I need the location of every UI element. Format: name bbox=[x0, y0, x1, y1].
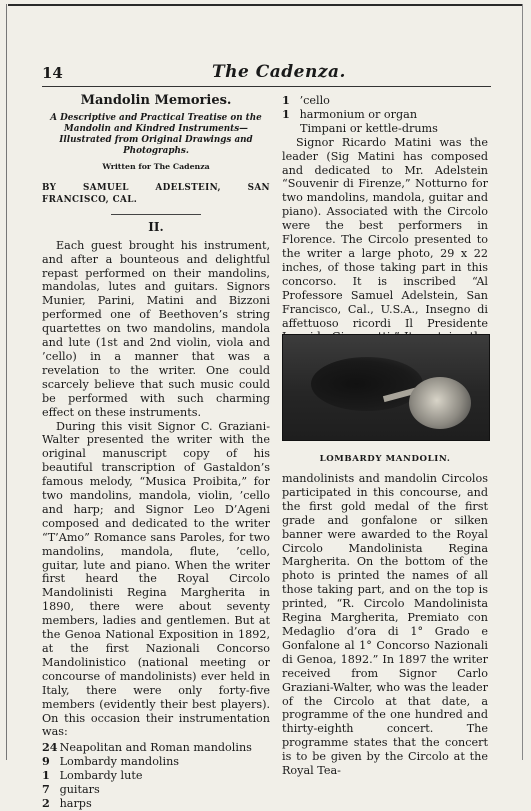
mandolin-body bbox=[409, 377, 471, 429]
paragraph: During this visit Signor C. Graziani-Walter presented the writer with the original manuscript copy of his beautiful transcription of Gastaldon’s famous melody, “Musica Proibita,” for two mandolins, mandola, violin, ’cello and harp; and Signor Leo D’Ageni composed and dedicated to the writer “T’Amo” Romance sans Paroles, for two mandolins, mandola, flute, ’cello, guitar, lute and piano. When the writer first heard the Royal Circolo Mandolinisti Regina Margherita in 1890, there were about seventy members, ladies and gentlemen. But at the Genoa National Exposition in 1892, at the first Nazionali Concorso Mandolinistico (national meeting or concourse of mandolinists) ever held in Italy, there were only forty-five members (evidently their best players). On this occasion their instrumentation was: bbox=[42, 419, 270, 739]
running-head: The Cadenza. bbox=[212, 62, 346, 82]
list-label: harmonium or organ bbox=[299, 107, 418, 121]
page-number: 14 bbox=[42, 64, 63, 82]
article-subtitle: A Descriptive and Practical Treatise on the Mandolin and Kindred Instruments—Illustrated from Original Drawings and Photographs. bbox=[50, 112, 262, 156]
instrumentation-list-continued bbox=[282, 94, 488, 136]
list-label: Lombardy mandolins bbox=[59, 755, 180, 769]
page-border-top bbox=[8, 4, 523, 6]
list-label: harps bbox=[59, 796, 92, 810]
article-title: Mandolin Memories. bbox=[80, 93, 232, 108]
list-item bbox=[282, 94, 488, 108]
list-number: 1 bbox=[42, 768, 50, 783]
byline: BY SAMUEL ADELSTEIN, SAN FRANCISCO, CAL. bbox=[42, 182, 270, 205]
left-column bbox=[42, 94, 270, 811]
list-number: 1 bbox=[282, 93, 290, 107]
list-item bbox=[42, 783, 270, 797]
list-item bbox=[282, 108, 488, 122]
paragraph: Signor Ricardo Matini was the leader (Sig Matini has composed and dedicated to Mr. Adelstein “Souvenir di Firenze,” Notturno for two mandolins, mandola, guitar and piano). Associated with the Circolo were the best performers in Florence. The Circolo presented to the writer a large photo, 29 x 22 inches, of those taking part in this concorso. It is inscribed “Al Professore Samuel Adelstein, San Francisco, Cal., U.S.A., Insegno di affettuoso ricordi Il Presidente bbox=[282, 135, 488, 330]
list-item bbox=[42, 797, 270, 811]
list-label: ’cello bbox=[299, 94, 330, 107]
list-number: 1 bbox=[282, 106, 290, 121]
list-label: Lombardy lute bbox=[59, 769, 143, 783]
photo-caption: LOMBARDY MANDOLIN. bbox=[319, 454, 451, 464]
mandolin-photo bbox=[282, 334, 490, 441]
list-item bbox=[42, 741, 270, 755]
list-number: 9 bbox=[42, 754, 50, 769]
list-item-timpani: Timpani or kettle-drums bbox=[300, 121, 438, 135]
page-header bbox=[42, 62, 491, 87]
right-column-bottom bbox=[282, 472, 488, 778]
page-border-left bbox=[6, 4, 7, 760]
list-label: Neapolitan and Roman mandolins bbox=[59, 741, 252, 755]
section-divider bbox=[111, 214, 201, 215]
list-number: 7 bbox=[42, 782, 50, 797]
page-border-right bbox=[522, 4, 523, 760]
written-for: Written for The Cadenza bbox=[102, 161, 210, 171]
instrumentation-list bbox=[42, 741, 270, 811]
list-item bbox=[42, 769, 270, 783]
list-number: 2 bbox=[42, 795, 50, 810]
mandolin-shadow bbox=[311, 357, 423, 411]
paragraph: mandolinists and mandolin Circolos participated in this concourse, and the first gold medal of the first grade and gonfalone or silken banner were awarded to the Royal Circolo Mandolinista Regina Margherita. On the bottom of the photo is printed the names of all those taking part, and on the top is printed, “R. Circolo Mandolinista Regina Margherita, Premiato con Medaglio d’ora di 1° Grado e Gonfalone al 1° Concorso Nazionali di Genoa, 1892.” In 1897 the writer received from Signor Carlo Graziani-Walter, who was the leader of the Circolo at that date, a programme of the one hundred and thirty-eighth concert. The programme states that the concert is to be given by the Circolo at the Royal Tea- bbox=[282, 472, 488, 778]
paragraph: Each guest brought his instrument, and after a bounteous and delightful repast performed on their mandolins, mandolas, lutes and guitars. Signors Munier, Parini, Matini and Bizzoni performed one of Beethoven’s string quartettes on two mandolins, mandola and lute (1st and 2nd violin, viola and ’cello) in a manner that was a revelation to the writer. One could scarcely believe that such music could be performed with such charming effect on these instruments. bbox=[42, 238, 270, 419]
list-number: 24 bbox=[42, 740, 58, 755]
list-label: guitars bbox=[59, 783, 100, 797]
section-number: II. bbox=[148, 219, 164, 234]
list-item bbox=[42, 755, 270, 769]
